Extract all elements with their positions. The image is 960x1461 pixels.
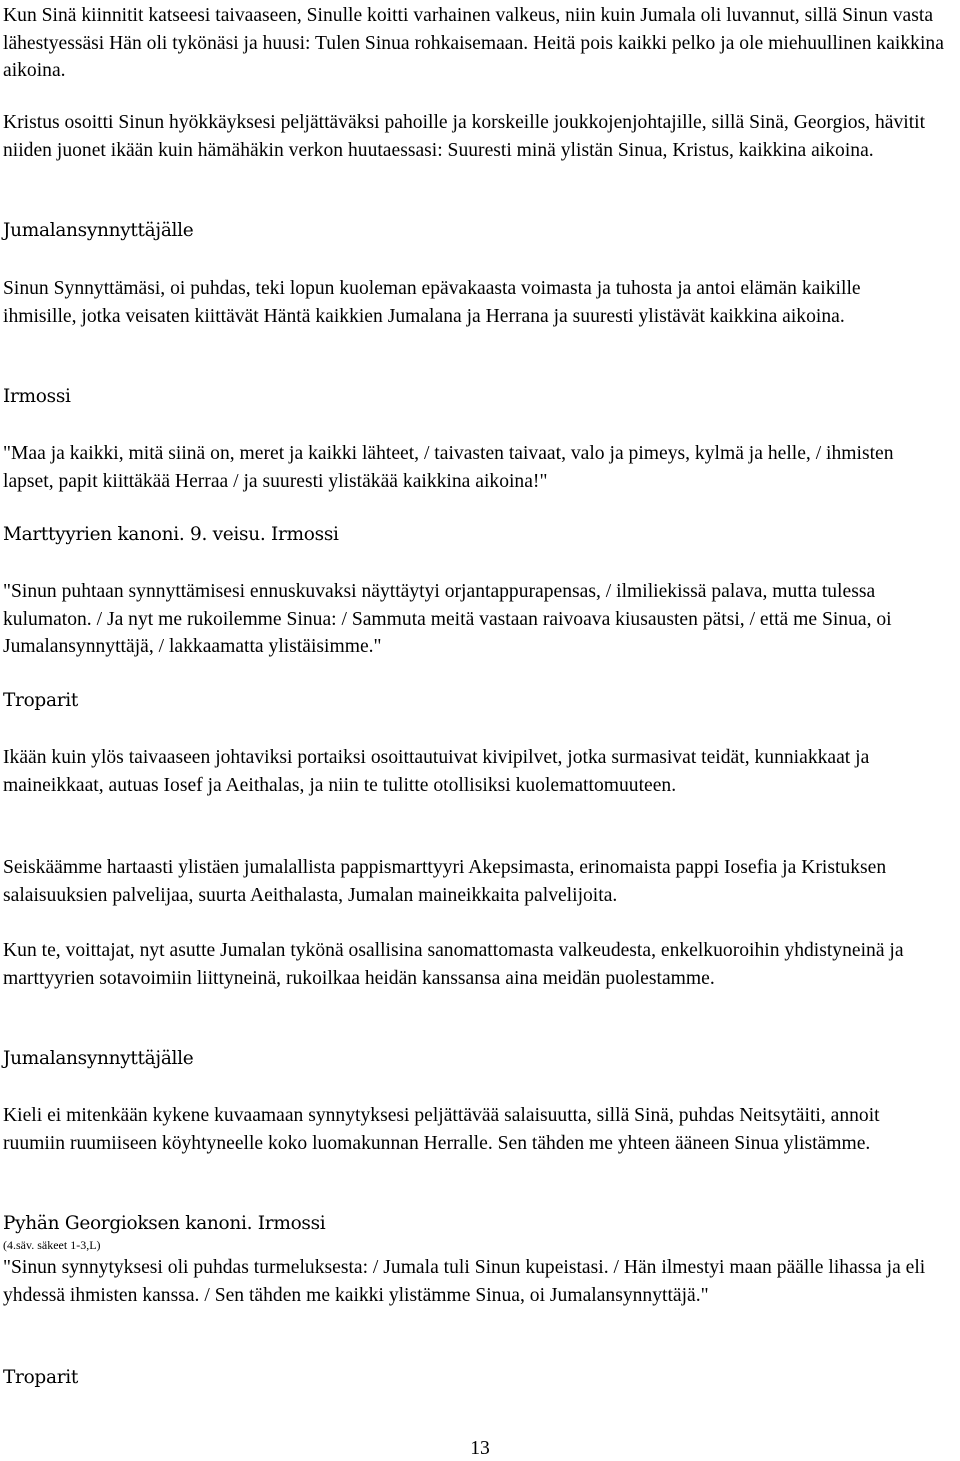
paragraph-synnytyksesi: "Sinun synnytyksesi oli puhdas turmeluksesta: / Jumala tuli Sinun kupeistasi. / Hän ilmestyi maan päälle lihassa ja eli yhdessä ihmisten kanssa. / Sen tähden me kaikki ylistämme Sinua, oi Jumalansynnyttäjä." — [3, 1257, 926, 1306]
paragraph-puhtaan: "Sinun puhtaan synnyttämisesi ennuskuvaksi näyttäytyi orjantappurapensas, / ilmiliekissä palava, mutta tulessa kulumaton. / Ja nyt me rukoilemme Sinua: / Sammuta meitä vastaan raivoava kiusausten pätsi, / että me Sinua, oi Jumalansynnyttäjä, / lakkaamatta ylistäisimme." — [3, 581, 892, 658]
heading-marttyyrien-kanoni: Marttyyrien kanoni. 9. veisu. Irmossi — [3, 524, 339, 545]
paragraph-seiskaamme: Seiskäämme hartaasti ylistäen jumalallista pappismarttyyri Akepsimasta, erinomaista pappi Iosefia ja Kristuksen salaisuuksien palvelijaa, suurta Aeithalasta, Jumalan maineikkaita palvelijoita. — [3, 857, 887, 906]
heading-troparit-2: Troparit — [3, 1367, 78, 1388]
heading-troparit-1: Troparit — [3, 690, 78, 711]
paragraph-synnyttamasi: Sinun Synnyttämäsi, oi puhdas, teki lopun kuoleman epävakaasta voimasta ja tuhosta ja antoi elämän kaikille ihmisille, jotka veisaten kiittävät Häntä kaikkien Jumalana ja Herrana ja suuresti ylistävät kaikkina aikoina. — [3, 278, 861, 327]
heading-jumalansynnyttajalle-2: Jumalansynnyttäjälle — [3, 1048, 194, 1069]
heading-jumalansynnyttajalle-1: Jumalansynnyttäjälle — [3, 220, 194, 241]
small-note-saveet: (4.säv. säkeet 1-3,L) — [3, 1238, 101, 1252]
paragraph-portaiksi: Ikään kuin ylös taivaaseen johtaviksi portaiksi osoittautuivat kivipilvet, jotka surmasivat teidät, kunniakkaat ja maineikkaat, autuas Iosef ja Aeithalas, ja niin te tulitte otollisiksi kuolemattomuuteen. — [3, 747, 870, 796]
paragraph-voittajat: Kun te, voittajat, nyt asutte Jumalan tykönä osallisina sanomattomasta valkeudesta, enkelkuoroihin yhdistyneinä ja marttyyrien sotavoimiin liittyneinä, rukoilkaa heidän kanssansa aina meidän puolestamme. — [3, 940, 904, 989]
paragraph-intro: Kun Sinä kiinnitit katseesi taivaaseen, Sinulle koitti varhainen valkeus, niin kuin Jumala oli luvannut, sillä Sinun vasta lähestyessäsi Hän oli tykönäsi ja huusi: Tulen Sinua rohkaisemaan. Heitä pois kaikki pelko ja ole miehuullinen kaikkina aikoina. — [3, 5, 944, 82]
paragraph-kieli: Kieli ei mitenkään kykene kuvaamaan synnytyksesi peljättävää salaisuutta, sillä Sinä, puhdas Neitsytäiti, annoit ruumiin ruumiiseen köyhtyneelle koko luomakunnan Herralle. Sen tähden me yhteen ääneen Sinua ylistämme. — [3, 1105, 880, 1154]
page-number: 13 — [470, 1438, 490, 1459]
paragraph-kristus: Kristus osoitti Sinun hyökkäyksesi peljättäväksi pahoille ja korskeille joukkojenjohtajille, sillä Sinä, Georgios, hävitit niiden juonet ikään kuin hämähäkin verkon huutaessasi: Suuresti minä ylistän Sinua, Kristus, kaikkina aikoina. — [3, 112, 926, 161]
paragraph-maa: "Maa ja kaikki, mitä siinä on, meret ja kaikki lähteet, / taivasten taivaat, valo ja pimeys, kylmä ja helle, / ihmisten lapset, papit kiittäkää Herraa / ja suuresti ylistäkää kaikkina aikoina!" — [3, 443, 894, 492]
heading-georgioksen-kanoni: Pyhän Georgioksen kanoni. Irmossi — [3, 1213, 326, 1234]
heading-irmossi-1: Irmossi — [3, 386, 71, 407]
